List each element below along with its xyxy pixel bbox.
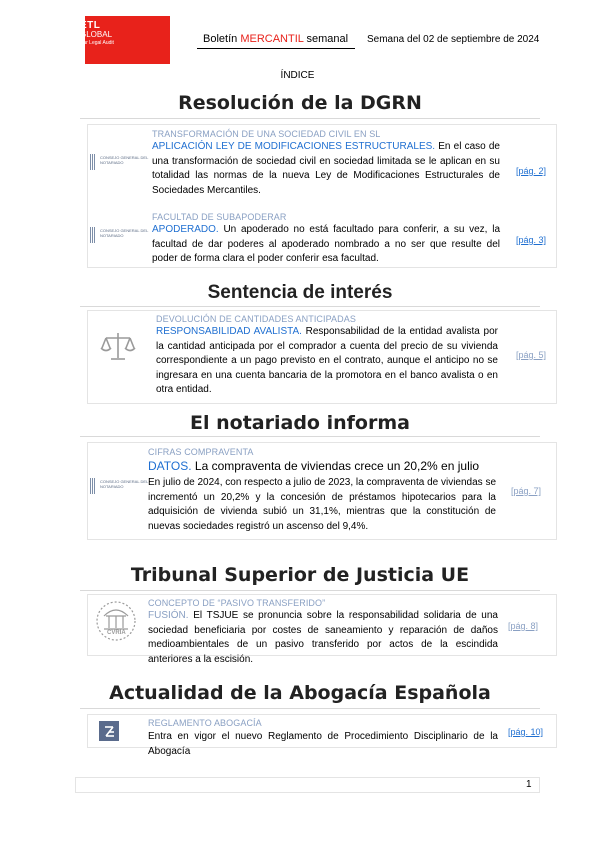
page-link-10[interactable]: [pág. 10] (508, 727, 544, 737)
section-title-sentencia: Sentencia de interés (207, 282, 393, 303)
scales-of-justice-icon (100, 328, 136, 364)
page-link-2[interactable]: [pág. 2] (516, 166, 547, 176)
header-underline (197, 48, 355, 49)
item-category: CONCEPTO DE “PASIVO TRANSFERIDO” (148, 598, 326, 608)
item-summary: APLICACIÓN LEY DE MODIFICACIONES ESTRUCTURALES. En el caso de una transformación de sociedad civil en sociedad limitada se le aplican en su totalidad las normas de la nueva Ley de Modificaciones Estructurales de Sociedades Mercantiles. (152, 141, 500, 196)
section-divider (80, 590, 540, 591)
section-title-tsjue: Tribunal Superior de Justicia UE (130, 564, 470, 586)
item-summary: RESPONSABILIDAD AVALISTA. Responsabilidad de la entidad avalista por la cantidad anticipada por el comprador a cuenta del precio de su vivienda correspondiente a un pago previsto en el contrato, aunque el anticipo no se ingresara en una cuenta bancaria de la promotora en el banco avalista o en otra entidad. (156, 326, 498, 395)
item-category: DEVOLUCIÓN DE CANTIDADES ANTICIPADAS (156, 314, 356, 324)
curia-seal-icon (96, 598, 136, 642)
page-link-8[interactable]: [pág. 8] (508, 621, 539, 631)
section-divider (80, 436, 540, 437)
page-number: 1 (526, 779, 532, 790)
week-label: Semana del 02 de septiembre de 2024 (367, 34, 540, 45)
curia-seal-text: CVRIA (107, 630, 126, 636)
item-category: TRANSFORMACIÓN DE UNA SOCIEDAD CIVIL EN SL (152, 129, 381, 139)
section-divider (80, 118, 540, 119)
consejo-general-notariado-logo: CONSEJO GENERAL DEL NOTARIADO (90, 225, 150, 247)
section-title-dgrn: Resolución de la DGRN (178, 92, 422, 114)
index-heading: ÍNDICE (280, 70, 315, 81)
item-category: FACULTAD DE SUBAPODERAR (152, 212, 287, 222)
page-link-7[interactable]: [pág. 7] (511, 486, 542, 496)
abogacia-logo-icon (99, 721, 119, 741)
consejo-general-notariado-logo: CONSEJO GENERAL DEL NOTARIADO (90, 152, 150, 174)
item-category: REGLAMENTO ABOGACÍA (148, 718, 262, 728)
item-headline: DATOS. La compraventa de viviendas crece un 20,2% en julio (148, 459, 480, 473)
footer-bar (75, 777, 540, 793)
section-title-notariado: El notariado informa (190, 412, 410, 434)
section-title-abogacia: Actualidad de la Abogacía Española (109, 682, 491, 704)
logo-text-tagline: Sar Legal Audit (80, 40, 114, 46)
item-category: CIFRAS COMPRAVENTA (148, 447, 254, 457)
item-summary: FUSIÓN. El TSJUE se pronuncia sobre la responsabilidad solidaria de una sociedad beneficiaria por costes de saneamiento y reparación de daños medioambientales de un pasivo transferido por actos de la escindida anteriores a la escisión. (148, 610, 498, 665)
section-divider (80, 708, 540, 709)
page-link-3[interactable]: [pág. 3] (516, 235, 547, 245)
section-divider (80, 306, 540, 307)
item-summary: En julio de 2024, con respecto a julio de 2023, la compraventa de viviendas se incrementó un 20,2% y la concesión de préstamos hipotecarios para la adquisición de vivienda subió un 31,1%, mientras que la constitución de nuevas sociedades registró un ascenso del 9,4%. (148, 477, 497, 532)
consejo-general-notariado-logo: CONSEJO GENERAL DEL NOTARIADO (90, 476, 150, 498)
bulletin-title: Boletín MERCANTIL semanal (203, 33, 349, 45)
item-summary: APODERADO. Un apoderado no está facultado para conferir, a su vez, la facultad de dar poderes al apoderado nombrado a no ser que resulte del poder de forma clara el poder conferir esa facultad. (152, 224, 500, 264)
logo-text-global: GLOBAL (80, 30, 113, 39)
page-link-5[interactable]: [pág. 5] (516, 350, 547, 360)
logo-text-etl: ETL (80, 20, 101, 31)
item-summary: Entra en vigor el nuevo Reglamento de Procedimiento Disciplinario de la Abogacía (148, 731, 498, 757)
